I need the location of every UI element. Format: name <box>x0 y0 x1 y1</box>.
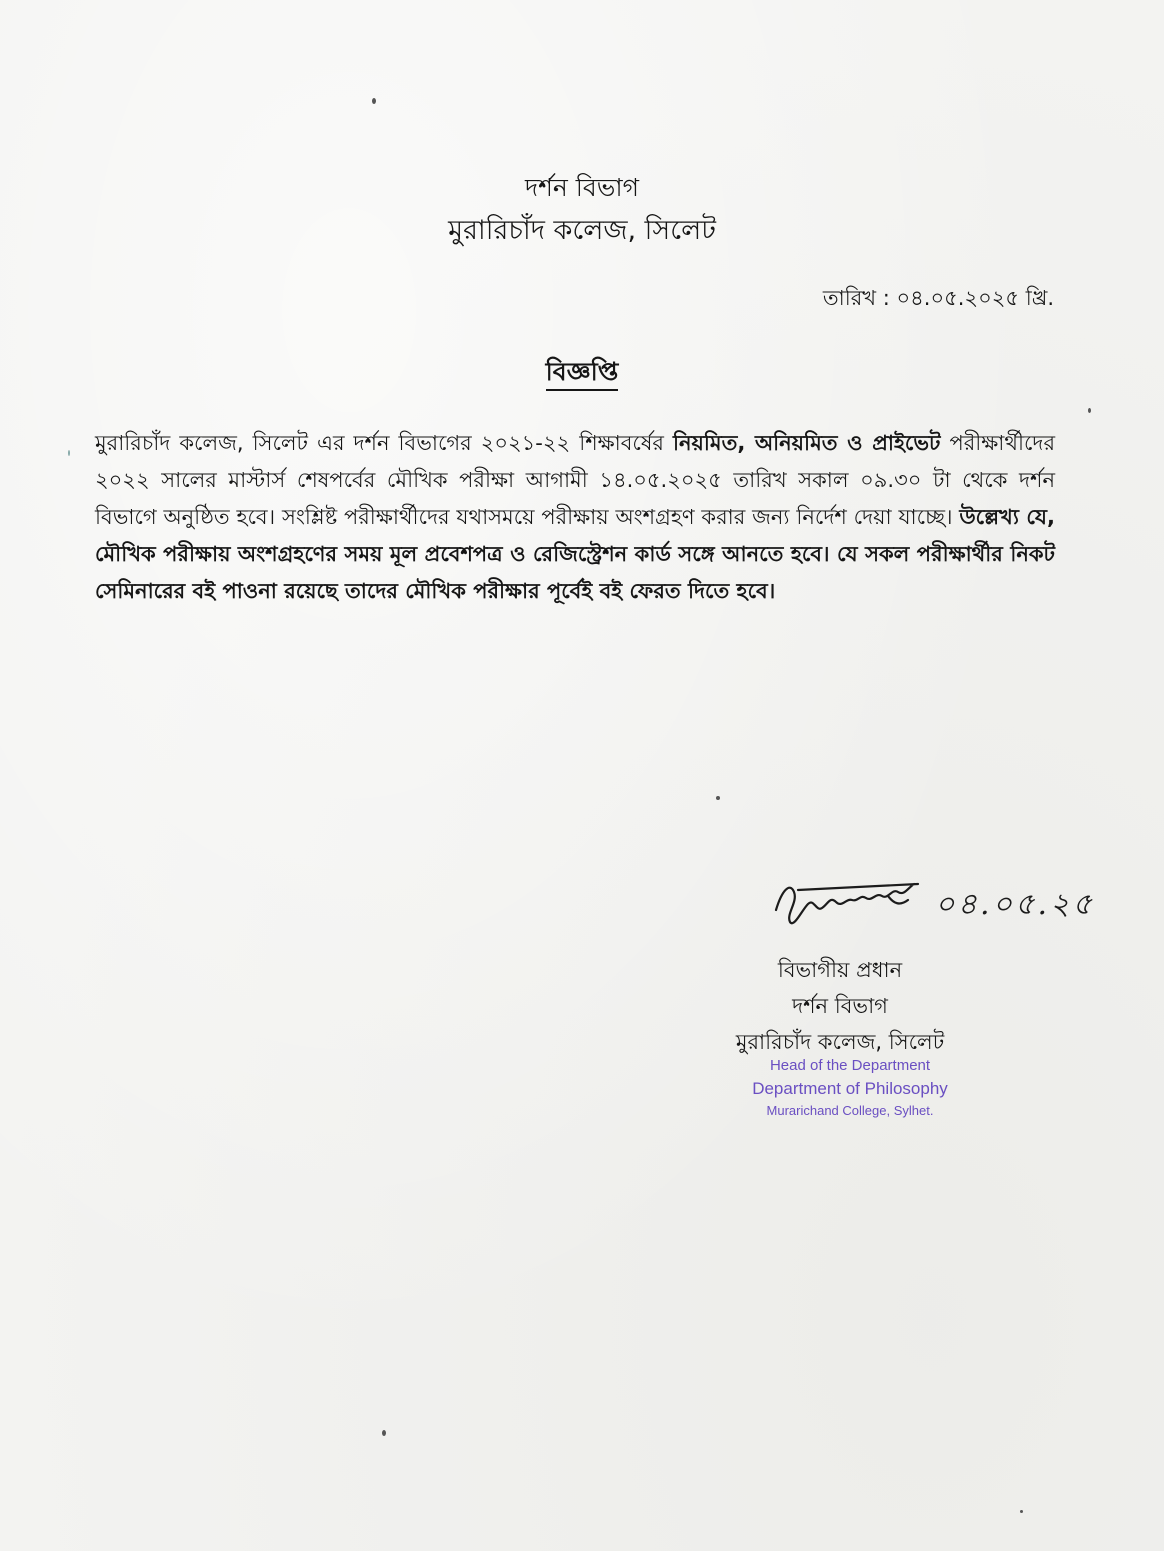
stamp-line-3: Murarichand College, Sylhet. <box>766 1103 934 1118</box>
body-bold-2: উল্লেখ্য যে, মৌখিক পরীক্ষায় অংশগ্রহণের সময় মূল প্রবেশপত্র ও রেজিস্ট্রেশন কার্ড সঙ্গে আনতে হবে। যে সকল পরীক্ষার্থীর নিকট সেমিনারের বই পাওনা রয়েছে তাদের মৌখিক পরীক্ষার পূর্বেই বই ফেরত দিতে হবে। <box>95 505 1055 603</box>
signatory-college: মুরারিচাঁদ কলেজ, সিলেট <box>735 1030 945 1054</box>
signature-block <box>690 952 990 1060</box>
scan-speck <box>716 796 720 800</box>
signature-date: ০৪.০৫.২৫ <box>935 887 1095 922</box>
body-part-2: পরীক্ষার্থীদের ২০২২ সালের মাস্টার্স শেষপর্বের মৌখিক পরীক্ষা আগামী ১৪.০৫.২০২৫ তারিখ সকাল ০৯.৩০ টা থেকে দর্শন বিভাগে অনুষ্ঠিত হবে। সংশ্লিষ্ট পরীক্ষার্থীদের যথাসময়ে পরীক্ষায় অংশগ্রহণ করার জন্য নির্দেশ দেয়া যাচ্ছে। <box>95 431 1056 529</box>
scan-speck <box>1088 408 1091 413</box>
stamp-line-1: Head of the Department <box>769 1057 931 1074</box>
header-department: দর্শন বিভাগ <box>524 173 640 202</box>
signatory-department: দর্শন বিভাগ <box>792 994 888 1018</box>
scan-speck <box>382 1430 386 1436</box>
scan-speck <box>1020 1510 1023 1513</box>
header-college: মুরারিচাঁদ কলেজ, সিলেট <box>448 215 716 246</box>
notice-title-text: বিজ্ঞপ্তি <box>546 357 619 391</box>
notice-date: তারিখ : ০৪.০৫.২০২৫ খ্রি. <box>822 286 1054 310</box>
scan-speck <box>372 98 376 104</box>
official-stamp <box>700 1055 1000 1121</box>
scan-speck <box>68 450 70 456</box>
body-part-1: মুরারিচাঁদ কলেজ, সিলেট এর দর্শন বিভাগের ২০২১-২২ শিক্ষাবর্ষের <box>95 431 673 455</box>
notice-title <box>0 352 1164 395</box>
handwritten-signature <box>768 870 928 930</box>
body-bold-1: নিয়মিত, অনিয়মিত ও প্রাইভেট <box>673 431 941 455</box>
signatory-title: বিভাগীয় প্রধান <box>777 958 903 982</box>
stamp-line-2: Department of Philosophy <box>752 1079 948 1098</box>
notice-body <box>95 425 1055 610</box>
